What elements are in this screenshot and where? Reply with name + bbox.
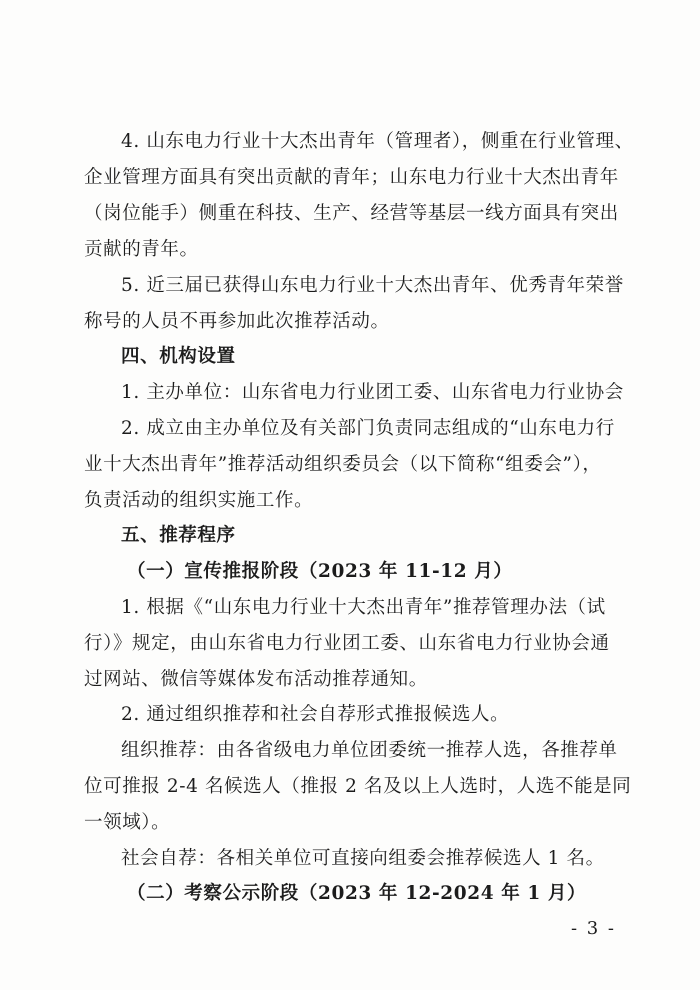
organizer-line: 1. 主办单位：山东省电力行业团工委、山东省电力行业协会 — [121, 382, 624, 403]
procedure-1-line-1: 1. 根据《“山东电力行业十大杰出青年”推荐管理办法（试 — [121, 597, 606, 618]
page-number: - 3 - — [570, 918, 616, 939]
para-5-line-2: 称号的人员不再参加此次推荐活动。 — [84, 311, 390, 332]
org-recommend-line-2: 位可推报 2-4 名候选人（推报 2 名及以上人选时，人选不能是同 — [84, 776, 632, 797]
para-4-line-1: 4. 山东电力行业十大杰出青年（管理者），侧重在行业管理、 — [121, 131, 634, 152]
subheading-2: （二）考察公示阶段（2023 年 12-2024 年 1 月） — [127, 883, 587, 904]
subheading-1: （一）宣传推报阶段（2023 年 11-12 月） — [127, 561, 513, 582]
procedure-2-line: 2. 通过组织推荐和社会自荐形式推报候选人。 — [121, 704, 510, 725]
section-heading-5: 五、推荐程序 — [121, 525, 236, 546]
org-recommend-line-3: 一领域）。 — [84, 812, 171, 833]
para-4-line-4: 贡献的青年。 — [84, 239, 199, 260]
org-recommend-line-1: 组织推荐：由各省级电力单位团委统一推荐人选，各推荐单 — [121, 740, 618, 761]
para-5-line-1: 5. 近三届已获得山东电力行业十大杰出青年、优秀青年荣誉 — [121, 275, 624, 296]
committee-line-2: 业十大杰出青年”推荐活动组织委员会（以下简称“组委会”）， — [84, 454, 602, 475]
para-4-line-2: 企业管理方面具有突出贡献的青年；山东电力行业十大杰出青年 — [84, 167, 619, 188]
para-4-line-3: （岗位能手）侧重在科技、生产、经营等基层一线方面具有突出 — [84, 203, 619, 224]
procedure-1-line-2: 行）》规定，由山东省电力行业团工委、山东省电力行业协会通 — [84, 633, 610, 654]
committee-line-1: 2. 成立由主办单位及有关部门负责同志组成的“山东电力行 — [121, 418, 615, 439]
section-heading-4: 四、机构设置 — [121, 346, 236, 367]
committee-line-3: 负责活动的组织实施工作。 — [84, 490, 314, 511]
self-recommend-line: 社会自荐：各相关单位可直接向组委会推荐候选人 1 名。 — [121, 848, 605, 869]
procedure-1-line-3: 过网站、微信等媒体发布活动推荐通知。 — [84, 669, 428, 690]
